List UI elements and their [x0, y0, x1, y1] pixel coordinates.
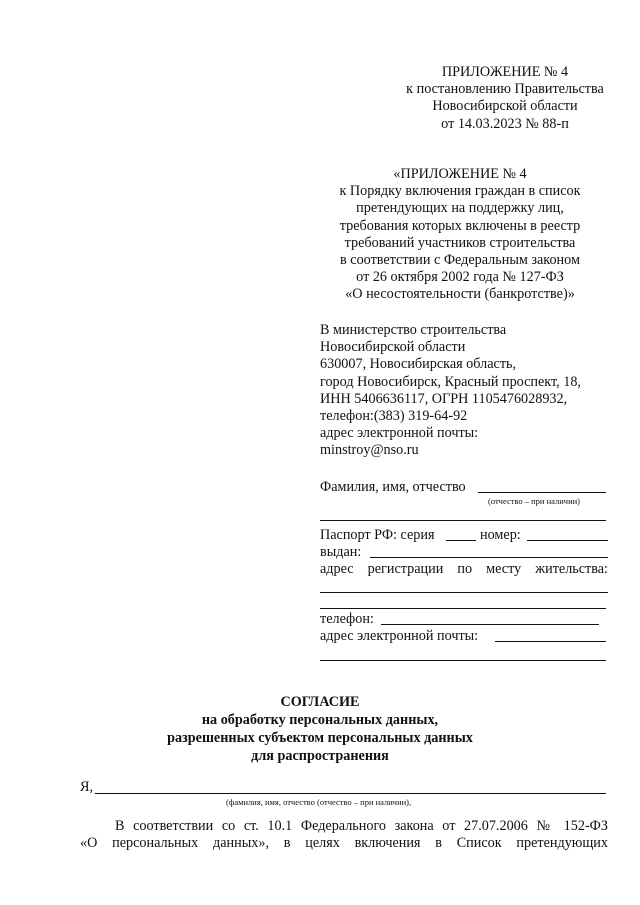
body-paragraph-line1: В соответствии со ст. 10.1 Федерального закона от 27.07.2006 № 152-ФЗ	[115, 818, 608, 834]
header-line: к постановлению Правительства	[406, 81, 604, 98]
header-line: от 14.03.2023 № 88-п	[441, 115, 569, 132]
issued-field[interactable]	[370, 557, 608, 558]
header-line: к Порядку включения граждан в список	[339, 183, 581, 200]
header-line: Новосибирской области	[432, 98, 578, 115]
fio-hint: (отчество – при наличии)	[488, 496, 580, 506]
full-name-field[interactable]	[95, 793, 606, 794]
addressee-line: Новосибирской области	[320, 339, 466, 356]
addressee-email: minstroy@nso.ru	[320, 442, 419, 459]
header-line: «О несостоятельности (банкротстве)»	[345, 286, 575, 303]
title-main: СОГЛАСИЕ	[280, 694, 360, 710]
header-line: «ПРИЛОЖЕНИЕ № 4	[393, 166, 527, 182]
appendix-procedure-header	[310, 166, 610, 304]
header-line: в соответствии с Федеральным законом	[340, 252, 580, 269]
addressee-line: В министерство строительства	[320, 322, 507, 338]
fio-field-line2[interactable]	[320, 520, 606, 521]
full-name-hint: (фамилия, имя, отчество (отчество – при наличии),	[226, 797, 412, 807]
fio-field[interactable]	[478, 492, 606, 493]
passport-number-label: номер:	[480, 527, 521, 543]
registration-field-line2[interactable]	[320, 608, 606, 609]
passport-number-field[interactable]	[527, 540, 608, 541]
fio-label: Фамилия, имя, отчество	[320, 479, 466, 495]
addressee-line: адрес электронной почты:	[320, 425, 479, 442]
email-label: адрес электронной почты:	[320, 628, 479, 644]
title-line: на обработку персональных данных,	[201, 712, 439, 728]
appendix-header	[380, 64, 630, 133]
header-line: претендующих на поддержку лиц,	[356, 200, 564, 217]
email-field[interactable]	[495, 641, 606, 642]
header-line: требований участников строительства	[344, 234, 576, 251]
i-label: Я,	[80, 779, 94, 795]
passport-series-label: Паспорт РФ: серия	[320, 527, 435, 543]
addressee-line: телефон:(383) 319-64-92	[320, 408, 468, 425]
issued-label: выдан:	[320, 544, 362, 560]
addressee-block	[320, 322, 581, 460]
registration-label: адрес регистрации по месту жительства:	[320, 561, 608, 577]
phone-label: телефон:	[320, 611, 374, 627]
passport-series-field[interactable]	[446, 540, 476, 541]
addressee-line: 630007, Новосибирская область,	[320, 356, 517, 373]
body-paragraph-line2: «О персональных данных», в целях включения в Список претендующих	[80, 835, 608, 851]
addressee-line: ИНН 5406636117, ОГРН 1105476028932,	[320, 390, 568, 407]
title-line: разрешенных субъектом персональных данных	[167, 730, 473, 746]
email-field-line2[interactable]	[320, 660, 606, 661]
header-line: ПРИЛОЖЕНИЕ № 4	[441, 64, 569, 80]
addressee-line: город Новосибирск, Красный проспект, 18,	[320, 373, 581, 390]
document-title	[0, 693, 640, 765]
header-line: от 26 октября 2002 года № 127-ФЗ	[356, 269, 564, 286]
header-line: требования которых включены в реестр	[339, 217, 581, 234]
phone-field[interactable]	[381, 624, 599, 625]
title-line: для распространения	[251, 748, 389, 764]
registration-field-line1[interactable]	[320, 592, 608, 593]
